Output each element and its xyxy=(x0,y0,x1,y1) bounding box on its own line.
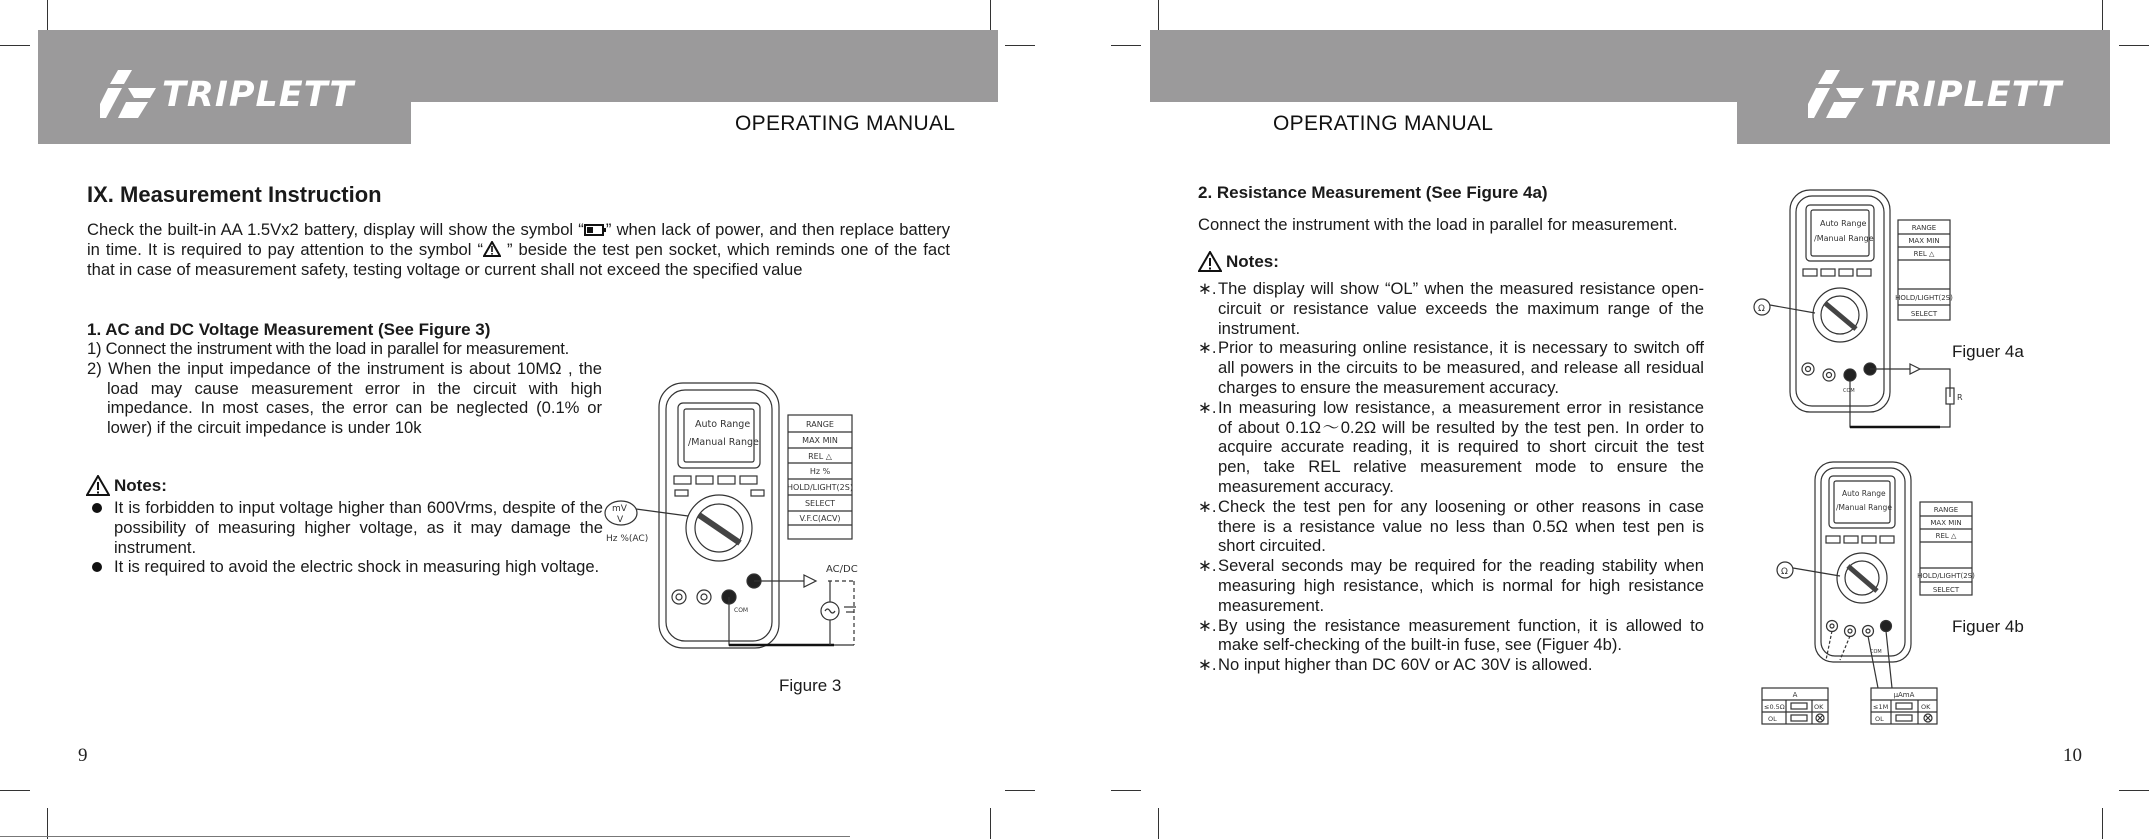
fuse-a-header: A xyxy=(1792,691,1798,699)
crop-mark xyxy=(47,808,48,839)
lcd-line-2: /Manual Range xyxy=(1836,503,1892,512)
figure-3-caption: Figure 3 xyxy=(779,676,842,695)
source-label: AC/DC xyxy=(826,564,858,575)
warning-icon xyxy=(86,475,110,496)
crop-mark xyxy=(1111,790,1141,791)
fuse-b-ok-status: OK xyxy=(1921,703,1931,711)
figure-3-multimeter-diagram xyxy=(604,375,884,660)
crop-mark xyxy=(2119,45,2149,46)
crop-mark xyxy=(1158,808,1159,839)
fuse-b-bad-value: OL xyxy=(1875,715,1884,723)
fuse-a-ok-status: OK xyxy=(1814,703,1824,711)
button-label-rel: REL △ xyxy=(1935,532,1957,540)
notes-heading: Notes: xyxy=(1198,251,1279,272)
right-page xyxy=(1110,0,2149,839)
step-item: 2) When the input impedance of the instrument is about 10MΩ , the load may cause measurement error in the circuit with high impedance. In most cases, the error can be neglected (0.1% or lower) if the circuit impedance is under 10k xyxy=(87,358,602,438)
fuse-a-ok-value: ≤0.5Ω xyxy=(1764,703,1785,711)
brand-name: TRIPLETT xyxy=(1870,75,2063,115)
dial-label-ohm: Ω xyxy=(1781,567,1788,577)
crop-mark xyxy=(2102,808,2103,839)
left-page xyxy=(0,0,1030,839)
button-label-range: RANGE xyxy=(806,420,834,429)
button-label-maxmin: MAX MIN xyxy=(802,436,838,445)
lcd-line-1: Auto Range xyxy=(1842,489,1886,498)
header-title: OPERATING MANUAL xyxy=(735,112,956,135)
fuse-b-ok-value: ≤1M xyxy=(1873,703,1889,711)
step-list xyxy=(87,339,602,438)
crop-mark xyxy=(1005,790,1035,791)
section-title: IX. Measurement Instruction xyxy=(87,182,382,207)
triplett-logo xyxy=(100,70,354,120)
trim-line xyxy=(0,836,850,837)
dial-label-hz: Hz %(AC) xyxy=(606,534,649,544)
button-label-select: SELECT xyxy=(1932,586,1960,594)
step-item: 1) Connect the instrument with the load in parallel for measurement. xyxy=(87,339,569,358)
notes-list xyxy=(86,498,603,577)
page-number: 9 xyxy=(78,745,88,766)
list-item: ∗. Prior to measuring online resistance, it is necessary to switch off all powers in the circuits to be measured, and release all residual charges to ensure the measurement accuracy. xyxy=(1198,338,1704,397)
dial-label-ohm: Ω xyxy=(1758,304,1765,314)
button-label-rel: REL △ xyxy=(1913,250,1935,258)
subsection-title: 1. AC and DC Voltage Measurement (See Figure 3) xyxy=(87,320,491,339)
button-label-range: RANGE xyxy=(1911,224,1937,232)
brand-name: TRIPLETT xyxy=(162,75,355,115)
list-item: ∗. In measuring low resistance, a measurement error in resistance of about 0.1Ω～0.2Ω will be resulted by the test pen. In order to acquire accurate reading, it is required to short circuit the test pen, take REL relative measurement mode to ensure the measurement accuracy. xyxy=(1198,397,1704,496)
crop-mark xyxy=(47,0,48,30)
header-title: OPERATING MANUAL xyxy=(1273,112,1494,135)
figure-4b-multimeter-diagram xyxy=(1760,460,2000,728)
button-label-rel: REL △ xyxy=(808,452,832,461)
warning-icon xyxy=(1198,251,1222,272)
crop-mark xyxy=(1158,0,1159,30)
button-label-hold: HOLD/LIGHT(2S) xyxy=(1917,572,1975,580)
notes-heading: Notes: xyxy=(86,475,167,496)
com-label: COM xyxy=(1843,388,1855,394)
figure-4b-caption: Figuer 4b xyxy=(1952,617,2024,636)
button-label-hz: Hz % xyxy=(809,467,831,476)
figure-4a-multimeter-diagram xyxy=(1750,185,2000,430)
lcd-line-1: Auto Range xyxy=(1820,219,1867,228)
button-label-hold: HOLD/LIGHT(2S) xyxy=(787,483,853,492)
com-label: COM xyxy=(734,607,749,614)
button-label-select: SELECT xyxy=(804,499,836,508)
button-label-hold: HOLD/LIGHT(2S) xyxy=(1895,294,1953,302)
lcd-line-2: /Manual Range xyxy=(1814,234,1874,243)
intro-paragraph: Connect the instrument with the load in parallel for measurement. xyxy=(1198,215,1678,234)
button-label-range: RANGE xyxy=(1933,506,1959,514)
crop-mark xyxy=(0,45,30,46)
button-label-maxmin: MAX MIN xyxy=(1930,519,1962,527)
list-item: ∗. Check the test pen for any loosening or other reasons in case there is a resistance value no less than 0.5Ω when test pen is short circuited. xyxy=(1198,496,1704,556)
crop-mark xyxy=(2102,0,2103,30)
fuse-b-header: μAmA xyxy=(1893,691,1915,699)
lcd-line-1: Auto Range xyxy=(695,419,751,430)
list-item: It is required to avoid the electric shock in measuring high voltage. xyxy=(86,557,603,577)
bullet xyxy=(92,503,102,513)
crop-mark xyxy=(0,790,30,791)
list-item: It is forbidden to input voltage higher than 600Vrms, despite of the possibility of measuring higher voltage, as it may damage the instrument. xyxy=(86,498,603,557)
crop-mark xyxy=(2119,790,2149,791)
button-label-vfc: V.F.C(ACV) xyxy=(799,514,841,523)
triplett-logo-icon xyxy=(1808,70,1866,120)
list-item: ∗. Several seconds may be required for the reading stability when measuring high resistance, which is normal for high resistance measurement. xyxy=(1198,556,1704,615)
button-label-select: SELECT xyxy=(1910,310,1938,318)
battery-icon xyxy=(584,223,606,236)
triplett-logo xyxy=(1808,70,2062,120)
list-item: ∗. By using the resistance measurement function, it is allowed to make self-checking of the built-in fuse, see (Figuer 4b). xyxy=(1198,615,1704,655)
com-label: COM xyxy=(1870,649,1882,655)
lcd-line-2: /Manual Range xyxy=(688,437,759,448)
dial-label-v: V xyxy=(617,515,624,525)
subsection-title: 2. Resistance Measurement (See Figure 4a) xyxy=(1198,183,1548,202)
crop-mark xyxy=(1005,45,1035,46)
warning-icon xyxy=(483,241,501,257)
crop-mark xyxy=(1111,45,1141,46)
dial-label-mv: mV xyxy=(612,504,627,514)
intro-paragraph: Check the built-in AA 1.5Vx2 battery, display will show the symbol “ ” when lack of power, and then replace battery in time. It is required to pay attention to the symbol “ ” beside the test pen socket, which reminds one of the fact that in case of measurement safety, testing voltage or current shall not exceed the specified value xyxy=(87,220,951,279)
page-number: 10 xyxy=(2063,745,2082,766)
button-label-maxmin: MAX MIN xyxy=(1908,237,1940,245)
triplett-logo-icon xyxy=(100,70,158,120)
bullet xyxy=(92,562,102,572)
list-item: ∗. No input higher than DC 60V or AC 30V is allowed. xyxy=(1198,655,1593,675)
figure-4a-caption: Figuer 4a xyxy=(1952,342,2024,361)
list-item: ∗. The display will show “OL” when the measured resistance open-circuit or resistance value exceeds the maximum range of the instrument. xyxy=(1198,279,1704,338)
notes-list xyxy=(1198,279,1704,675)
crop-mark xyxy=(990,0,991,30)
crop-mark xyxy=(990,808,991,839)
resistor-label: R xyxy=(1957,393,1963,402)
fuse-a-bad-value: OL xyxy=(1768,715,1777,723)
